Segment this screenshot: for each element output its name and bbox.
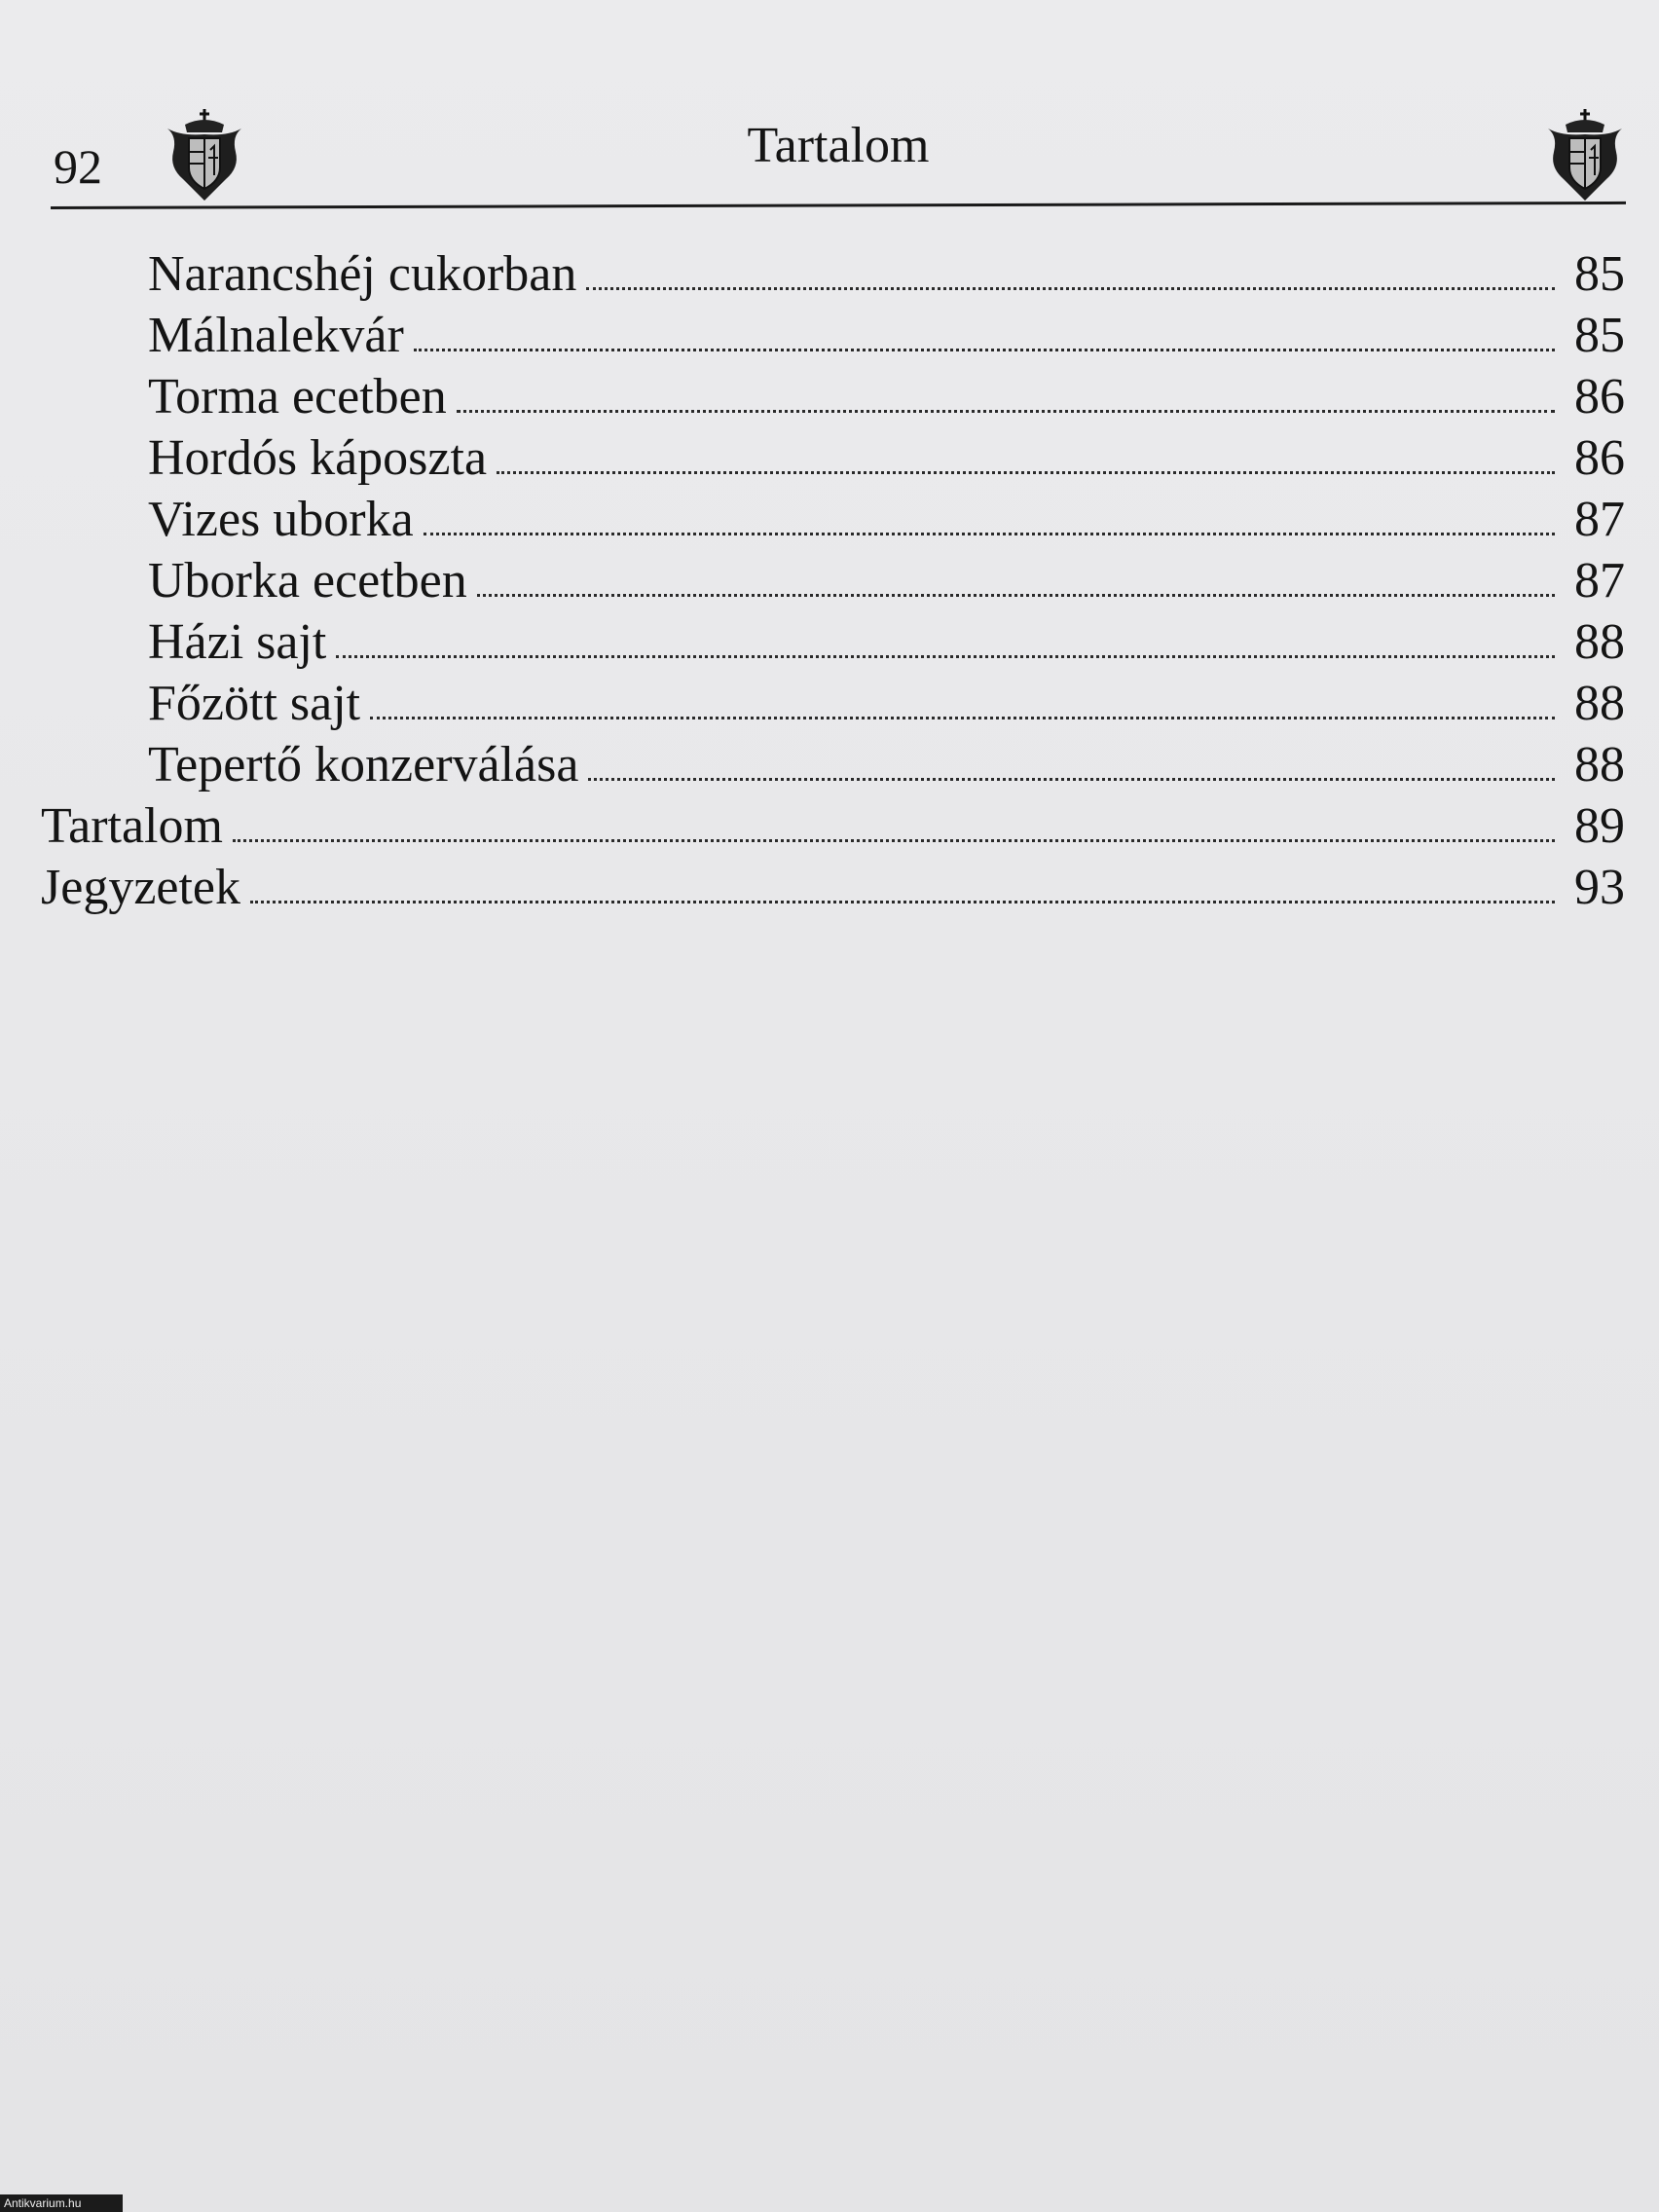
page-title: Tartalom — [747, 118, 930, 173]
dot-leader — [336, 655, 1555, 658]
toc-entry — [148, 491, 1625, 549]
toc-entry — [148, 675, 1625, 733]
dot-leader — [424, 533, 1555, 535]
toc-entry-page: 87 — [1574, 553, 1625, 608]
toc-entry-title: Narancshéj cukorban — [148, 246, 577, 302]
toc-entry — [148, 307, 1625, 365]
dot-leader — [497, 471, 1555, 474]
toc-entry-title: Vizes uborka — [148, 492, 414, 547]
toc-entry-page: 87 — [1574, 492, 1625, 547]
toc-entry — [41, 797, 1625, 856]
watermark-label: Antikvarium.hu — [0, 2194, 123, 2212]
toc-entry — [148, 552, 1625, 610]
toc-entry — [41, 859, 1625, 917]
page-number: 92 — [54, 139, 102, 194]
toc-entry-title: Tepertő konzerválása — [148, 737, 579, 793]
toc-entry-title: Uborka ecetben — [148, 553, 467, 608]
dot-leader — [414, 349, 1555, 351]
dot-leader — [233, 839, 1555, 842]
toc-entry-page: 88 — [1574, 614, 1625, 670]
toc-entry-page: 89 — [1574, 798, 1625, 854]
toc-entry-title: Málnalekvár — [148, 308, 404, 363]
toc-entry-page: 85 — [1574, 246, 1625, 302]
toc-entry-page: 86 — [1574, 369, 1625, 424]
toc-entry-title: Házi sajt — [148, 614, 327, 670]
toc-entry-page: 88 — [1574, 676, 1625, 731]
toc-entry-page: 88 — [1574, 737, 1625, 793]
toc-entry-page: 86 — [1574, 430, 1625, 486]
toc-entry — [148, 245, 1625, 304]
toc-entry-title: Jegyzetek — [41, 860, 241, 915]
toc-entry — [148, 736, 1625, 794]
toc-entry-title: Főzött sajt — [148, 676, 361, 731]
toc-entry-title: Hordós káposzta — [148, 430, 488, 486]
toc-entry-page: 85 — [1574, 308, 1625, 363]
toc-entry — [148, 368, 1625, 426]
toc-entry-title: Torma ecetben — [148, 369, 447, 424]
toc-entry-page: 93 — [1574, 860, 1625, 915]
toc-entry — [148, 429, 1625, 488]
toc-entry-title: Tartalom — [41, 798, 223, 854]
dot-leader — [477, 594, 1555, 597]
dot-leader — [250, 901, 1555, 903]
dot-leader — [370, 717, 1555, 719]
dot-leader — [586, 287, 1555, 290]
toc-entry — [148, 613, 1625, 672]
dot-leader — [457, 410, 1555, 413]
dot-leader — [588, 778, 1555, 781]
